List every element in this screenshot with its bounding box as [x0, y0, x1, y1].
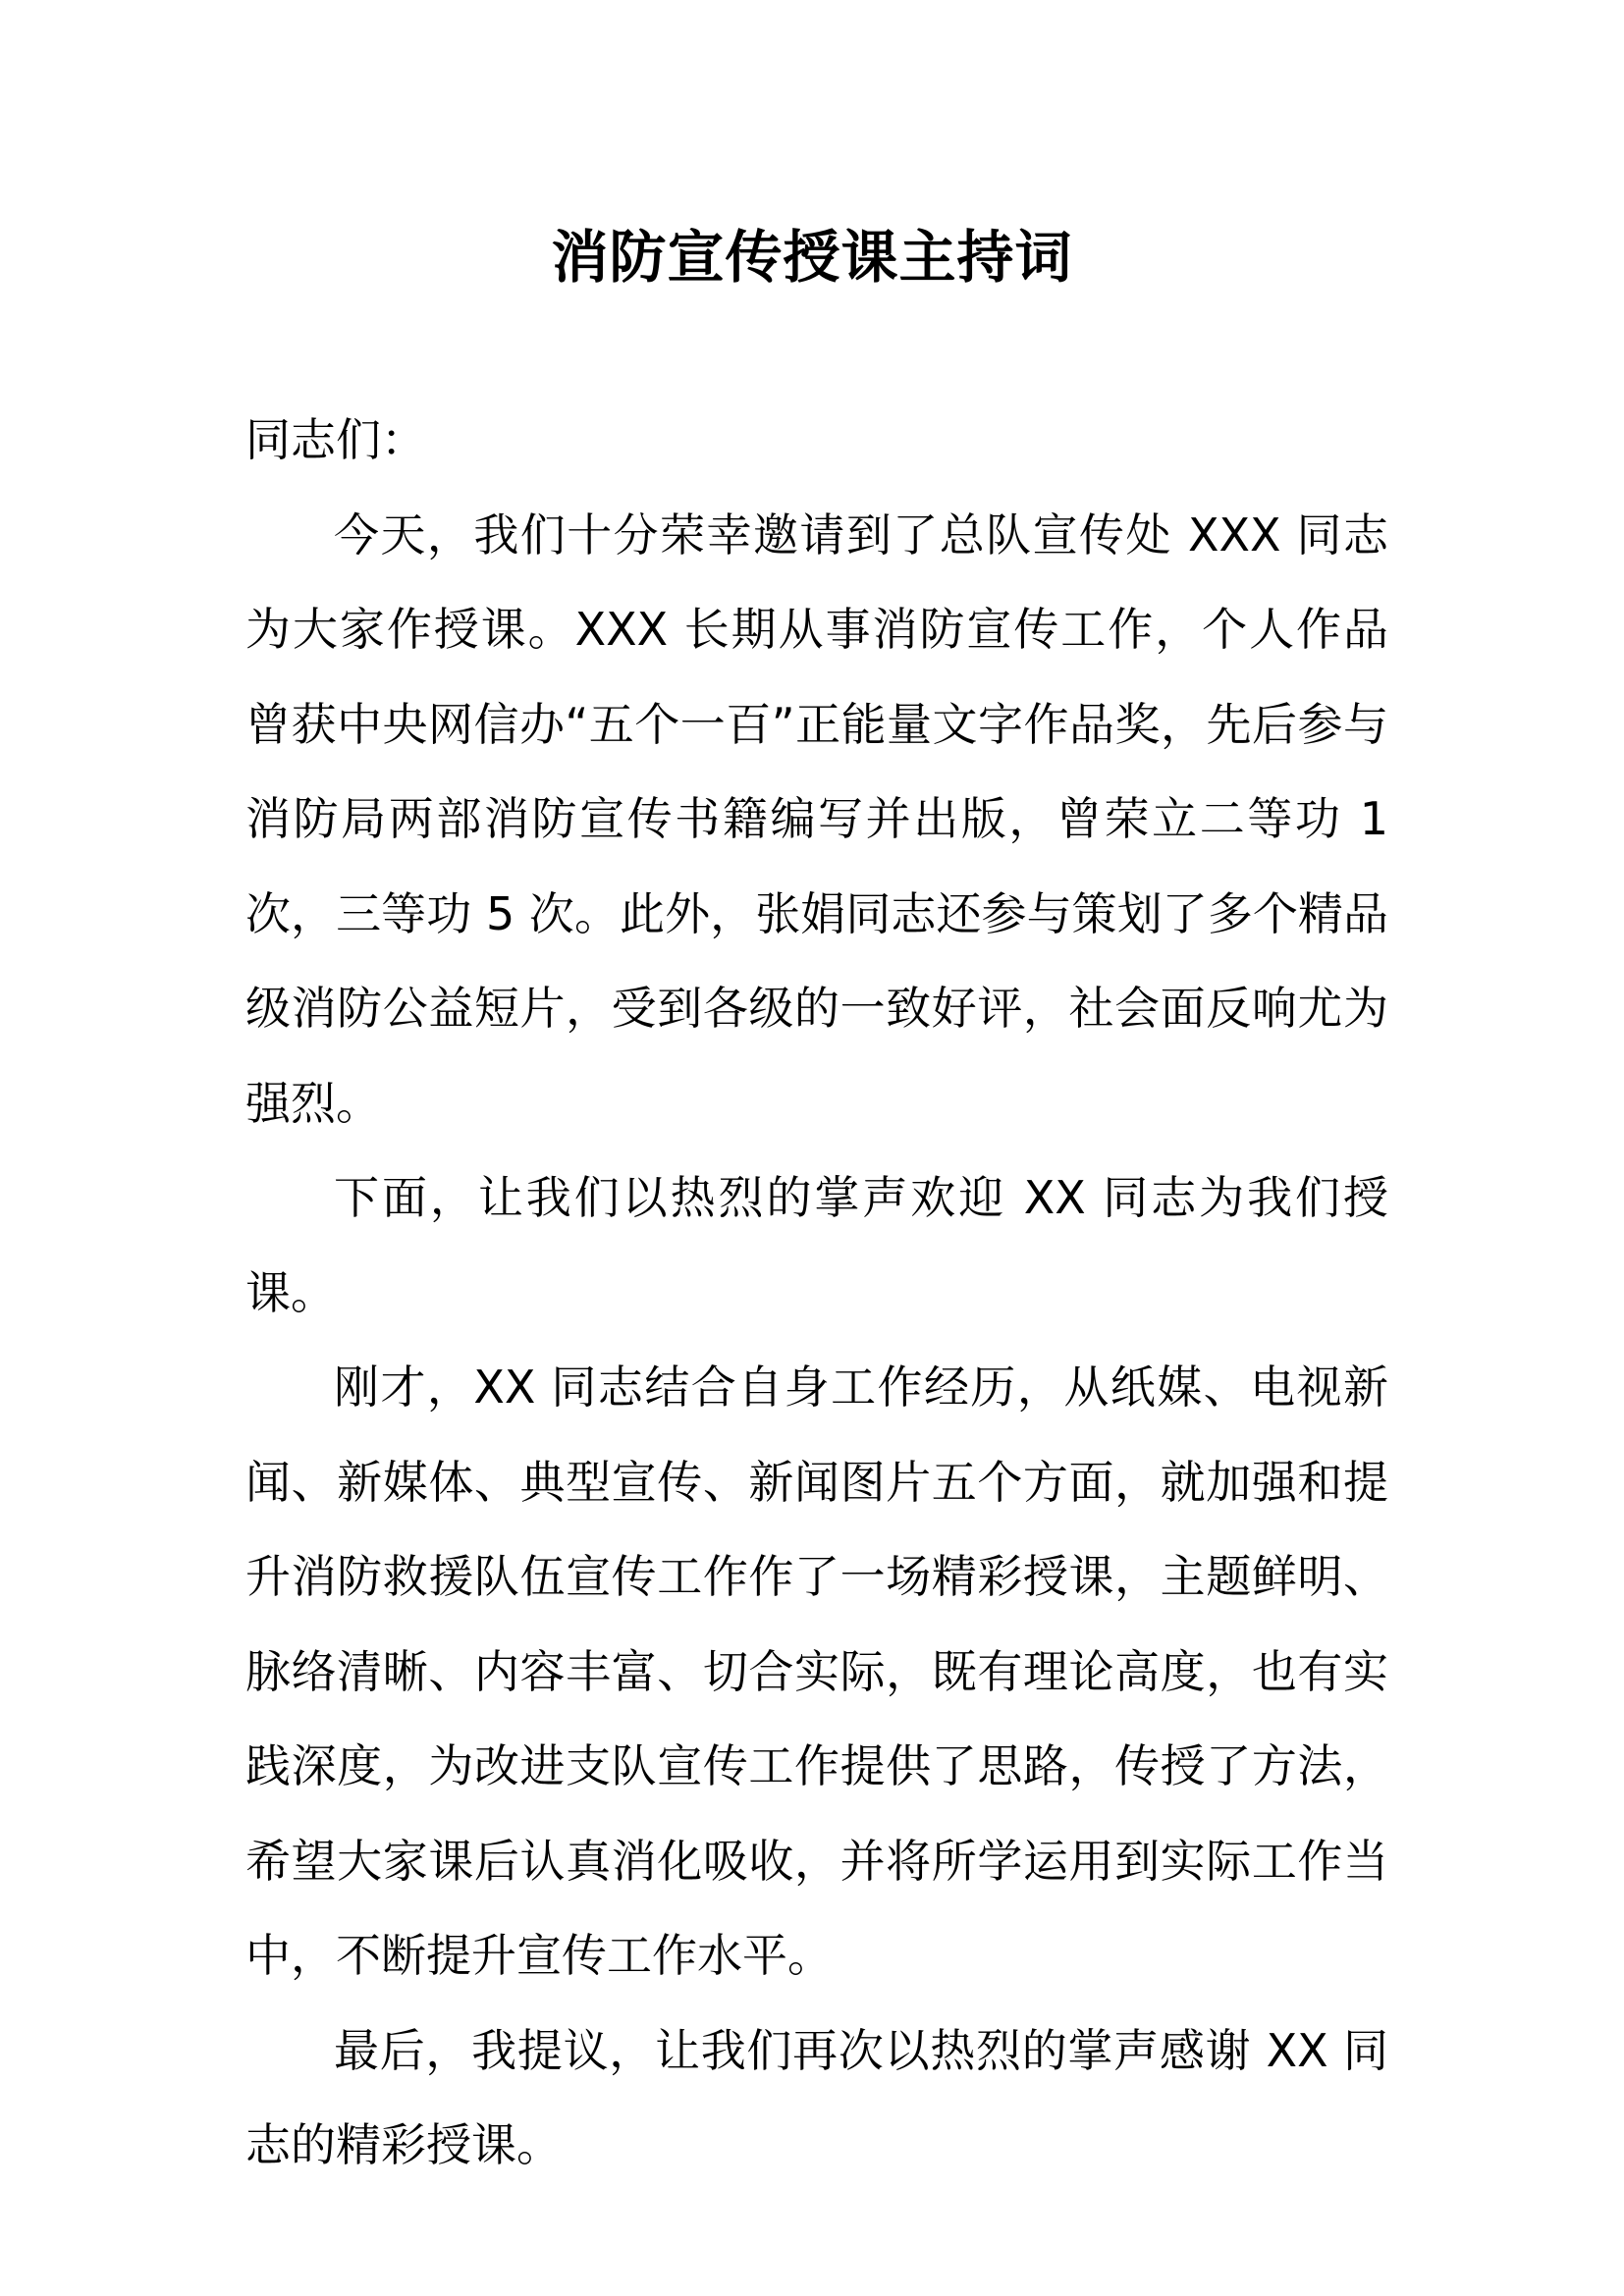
greeting-line: 同志们：	[245, 413, 426, 466]
paragraph-introduction: 今天，我们十分荣幸邀请到了总队宣传处 XXX 同志为大家作授课。XXX 长期从事消防宣传工作，个人作品曾获中央网信办“五个一百”正能量文字作品奖，先后参与消防局两部消防宣传书籍编写并出版，曾荣立二等功 1 次，三等功 5 次。此外，张娟同志还参与策划了多个精品级消防公益短片，受到各级的一致好评，社会面反响尤为强烈。	[245, 507, 1388, 1130]
document-title: 消防宣传授课主持词	[551, 224, 1073, 291]
paragraph-summary: 刚才，XX 同志结合自身工作经历，从纸媒、电视新闻、新媒体、典型宣传、新闻图片五个方面，就加强和提升消防救援队伍宣传工作作了一场精彩授课，主题鲜明、脉络清晰、内容丰富、切合实际，既有理论高度，也有实践深度，为改进支队宣传工作提供了思路，传授了方法，希望大家课后认真消化吸收，并将所学运用到实际工作当中，不断提升宣传工作水平。	[245, 1361, 1388, 1982]
document-body	[245, 393, 1388, 2193]
paragraph-welcome: 下面，让我们以热烈的掌声欢迎 XX 同志为我们授课。	[245, 1171, 1388, 1319]
paragraph-closing: 最后，我提议，让我们再次以热烈的掌声感谢 XX 同志的精彩授课。	[245, 2023, 1388, 2171]
